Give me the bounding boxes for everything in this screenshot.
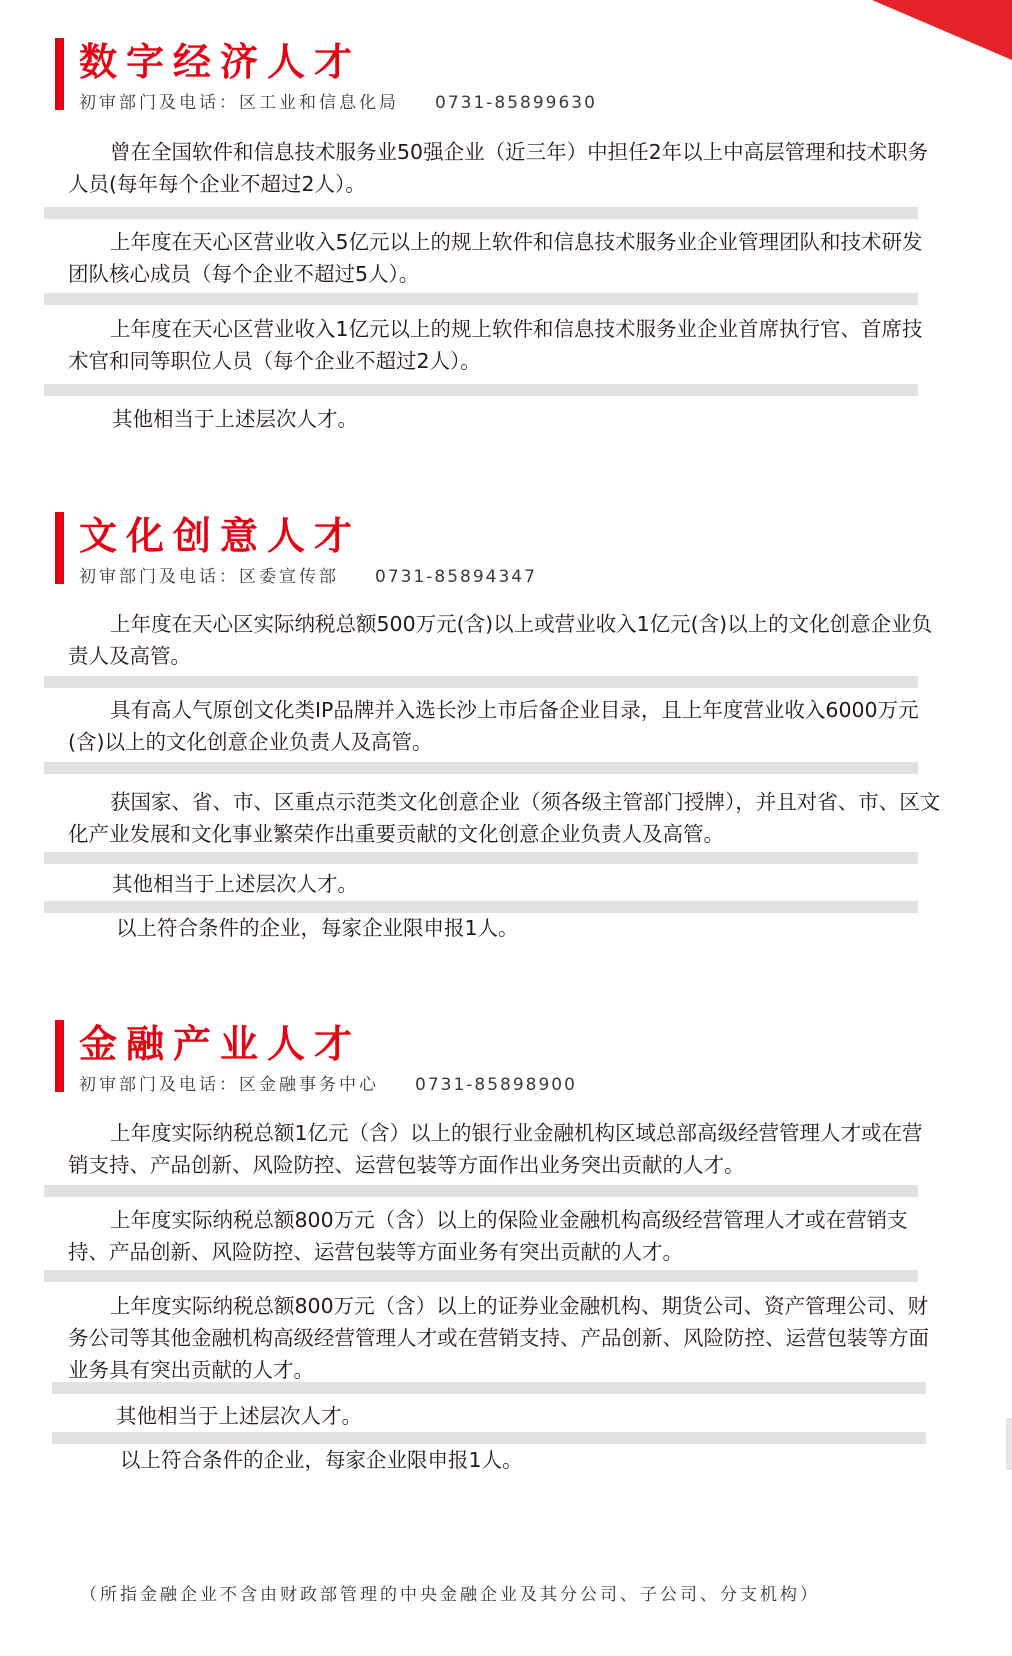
criteria-item: 上年度在天心区营业收入1亿元以上的规上软件和信息技术服务业企业首席执行官、首席技术官和同等职位人员（每个企业不超过2人）。	[68, 317, 923, 373]
divider	[44, 1270, 918, 1282]
criteria-item: 上年度实际纳税总额1亿元（含）以上的银行业金融机构区域总部高级经营管理人才或在营销支持、产品创新、风险防控、运营包装等方面作出业务突出贡献的人才。	[68, 1121, 923, 1177]
criteria-item: 上年度在天心区实际纳税总额500万元(含)以上或营业收入1亿元(含)以上的文化创意企业负责人及高管。	[68, 612, 933, 668]
section-dept: 初审部门及电话：区金融事务中心 0731-85898900	[79, 1075, 577, 1095]
section-dept: 初审部门及电话：区委宣传部 0731-85894347	[79, 567, 537, 587]
section-phone: 0731-85899630	[435, 93, 597, 113]
section-phone: 0731-85894347	[375, 567, 537, 587]
divider	[44, 293, 918, 305]
section-dept: 初审部门及电话：区工业和信息化局 0731-85899630	[79, 93, 597, 113]
section-title: 文化创意人才	[79, 514, 362, 558]
divider	[44, 676, 918, 688]
corner-decoration	[872, 0, 1012, 60]
section-title: 数字经济人才	[79, 40, 362, 84]
divider	[52, 1432, 926, 1444]
criteria-item: 上年度实际纳税总额800万元（含）以上的保险业金融机构高级经营管理人才或在营销支持、产品创新、风险防控、运营包装等方面业务有突出贡献的人才。	[68, 1208, 908, 1264]
divider	[44, 852, 918, 864]
divider	[44, 207, 918, 219]
divider	[44, 384, 918, 396]
section-title: 金融产业人才	[79, 1022, 362, 1066]
criteria-item: 上年度实际纳税总额800万元（含）以上的证券业金融机构、期货公司、资产管理公司、财务公司等其他金融机构高级经营管理人才或在营销支持、产品创新、风险防控、运营包装等方面业务具有突出贡献的人才。	[68, 1294, 929, 1382]
divider	[44, 762, 918, 774]
criteria-item: 上年度在天心区营业收入5亿元以上的规上软件和信息技术服务业企业管理团队和技术研发团队核心成员（每个企业不超过5人）。	[68, 230, 923, 286]
criteria-item: 获国家、省、市、区重点示范类文化创意企业（须各级主管部门授牌），并且对省、市、区文化产业发展和文化事业繁荣作出重要贡献的文化创意企业负责人及高管。	[68, 790, 941, 846]
footnote: （所指金融企业不含由财政部管理的中央金融企业及其分公司、子公司、分支机构）	[80, 1585, 820, 1605]
criteria-item: 曾在全国软件和信息技术服务业50强企业（近三年）中担任2年以上中高层管理和技术职务人员(每年每个企业不超过2人）。	[68, 140, 929, 196]
section-note: 以上符合条件的企业，每家企业限申报1人。	[116, 916, 519, 940]
divider	[52, 1382, 926, 1394]
criteria-item: 其他相当于上述层次人才。	[112, 407, 358, 431]
divider	[44, 1185, 918, 1197]
section-marker	[55, 1020, 64, 1092]
section-phone: 0731-85898900	[415, 1075, 577, 1095]
section-marker	[55, 512, 64, 584]
criteria-item: 其他相当于上述层次人才。	[112, 872, 358, 896]
section-note: 以上符合条件的企业，每家企业限申报1人。	[120, 1448, 523, 1472]
criteria-item: 具有高人气原创文化类IP品牌并入选长沙上市后备企业目录，且上年度营业收入6000万元(含)以上的文化创意企业负责人及高管。	[68, 698, 919, 754]
edge-mark	[1006, 1418, 1012, 1470]
criteria-item: 其他相当于上述层次人才。	[116, 1404, 362, 1428]
section-marker	[55, 38, 64, 110]
